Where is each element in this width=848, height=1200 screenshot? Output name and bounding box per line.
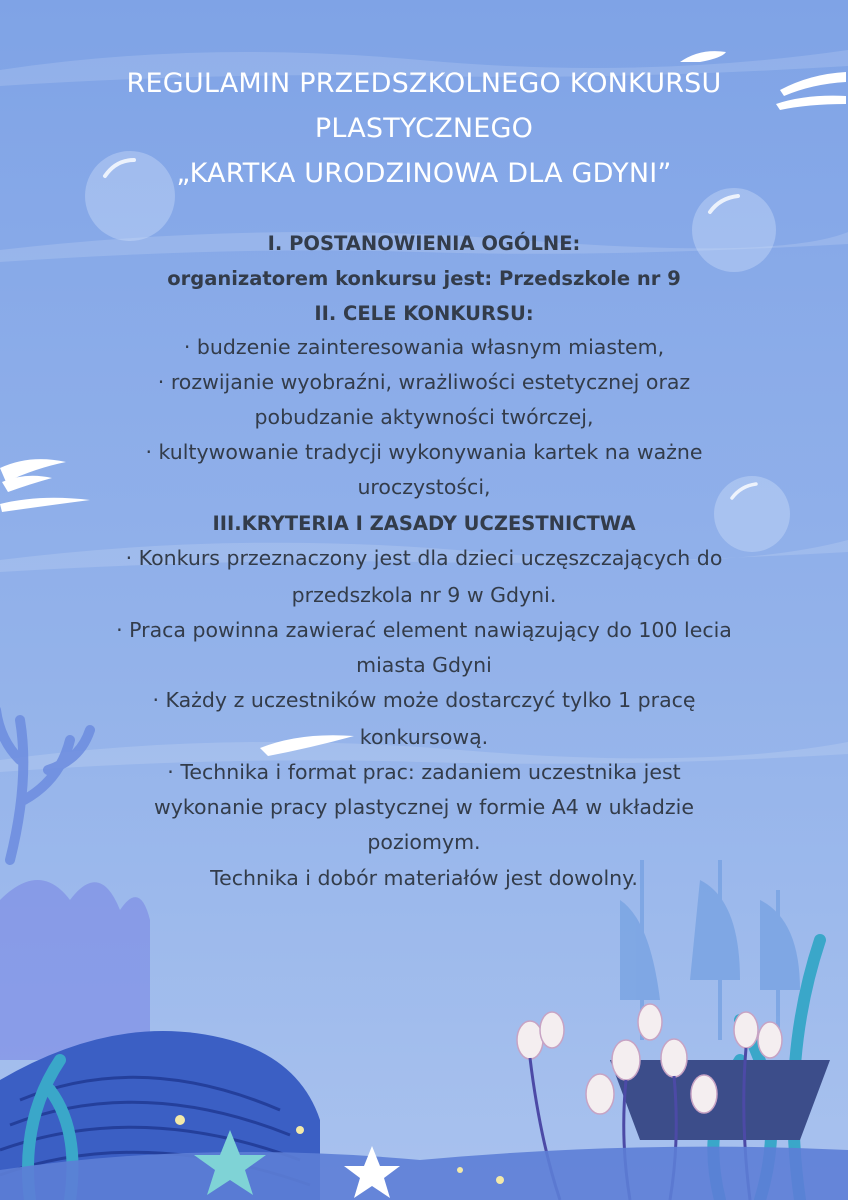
goal-line: uroczystości, [357, 475, 491, 499]
rule-line: · Praca powinna zawierać element nawiązujący do 100 lecia [116, 618, 732, 642]
rule-line: konkursową. [359, 725, 489, 749]
goal-line: pobudzanie aktywności twórczej, [254, 405, 594, 429]
title-line-2: PLASTYCZNEGO [314, 113, 534, 144]
rule-line: Technika i dobór materiałów jest dowolny. [210, 866, 638, 890]
rule-line: przedszkola nr 9 w Gdyni. [291, 583, 557, 607]
goal-line: · budzenie zainteresowania własnym miastem, [183, 335, 665, 359]
goal-line: · kultywowanie tradycji wykonywania kartek na ważne [145, 440, 703, 464]
ship-hull [610, 1060, 830, 1140]
section-2-heading: II. CELE KONKURSU: [314, 302, 534, 325]
goal-line: · rozwijanie wyobraźni, wrażliwości estetycznej oraz [157, 370, 691, 394]
rule-line: · Technika i format prac: zadaniem uczestnika jest [167, 760, 681, 784]
purple-coral [0, 880, 150, 1060]
organizer-text: organizatorem konkursu jest: Przedszkole nr 9 [167, 267, 681, 290]
section-3-heading: III.KRYTERIA I ZASADY UCZESTNICTWA [212, 512, 636, 535]
title-line-3: „KARTKA URODZINOWA DLA GDYNI” [176, 158, 672, 189]
rule-line: wykonanie pracy plastycznej w formie A4 w układzie [154, 795, 694, 819]
rule-line: · Konkurs przeznaczony jest dla dzieci uczęszczających do [125, 546, 723, 570]
rule-line: poziomym. [367, 830, 481, 854]
section-1-heading: I. POSTANOWIENIA OGÓLNE: [267, 232, 581, 255]
rule-line: miasta Gdyni [356, 653, 492, 677]
rule-line: · Każdy z uczestników może dostarczyć tylko 1 pracę [152, 688, 696, 712]
title-line-1: REGULAMIN PRZEDSZKOLNEGO KONKURSU [126, 68, 722, 99]
